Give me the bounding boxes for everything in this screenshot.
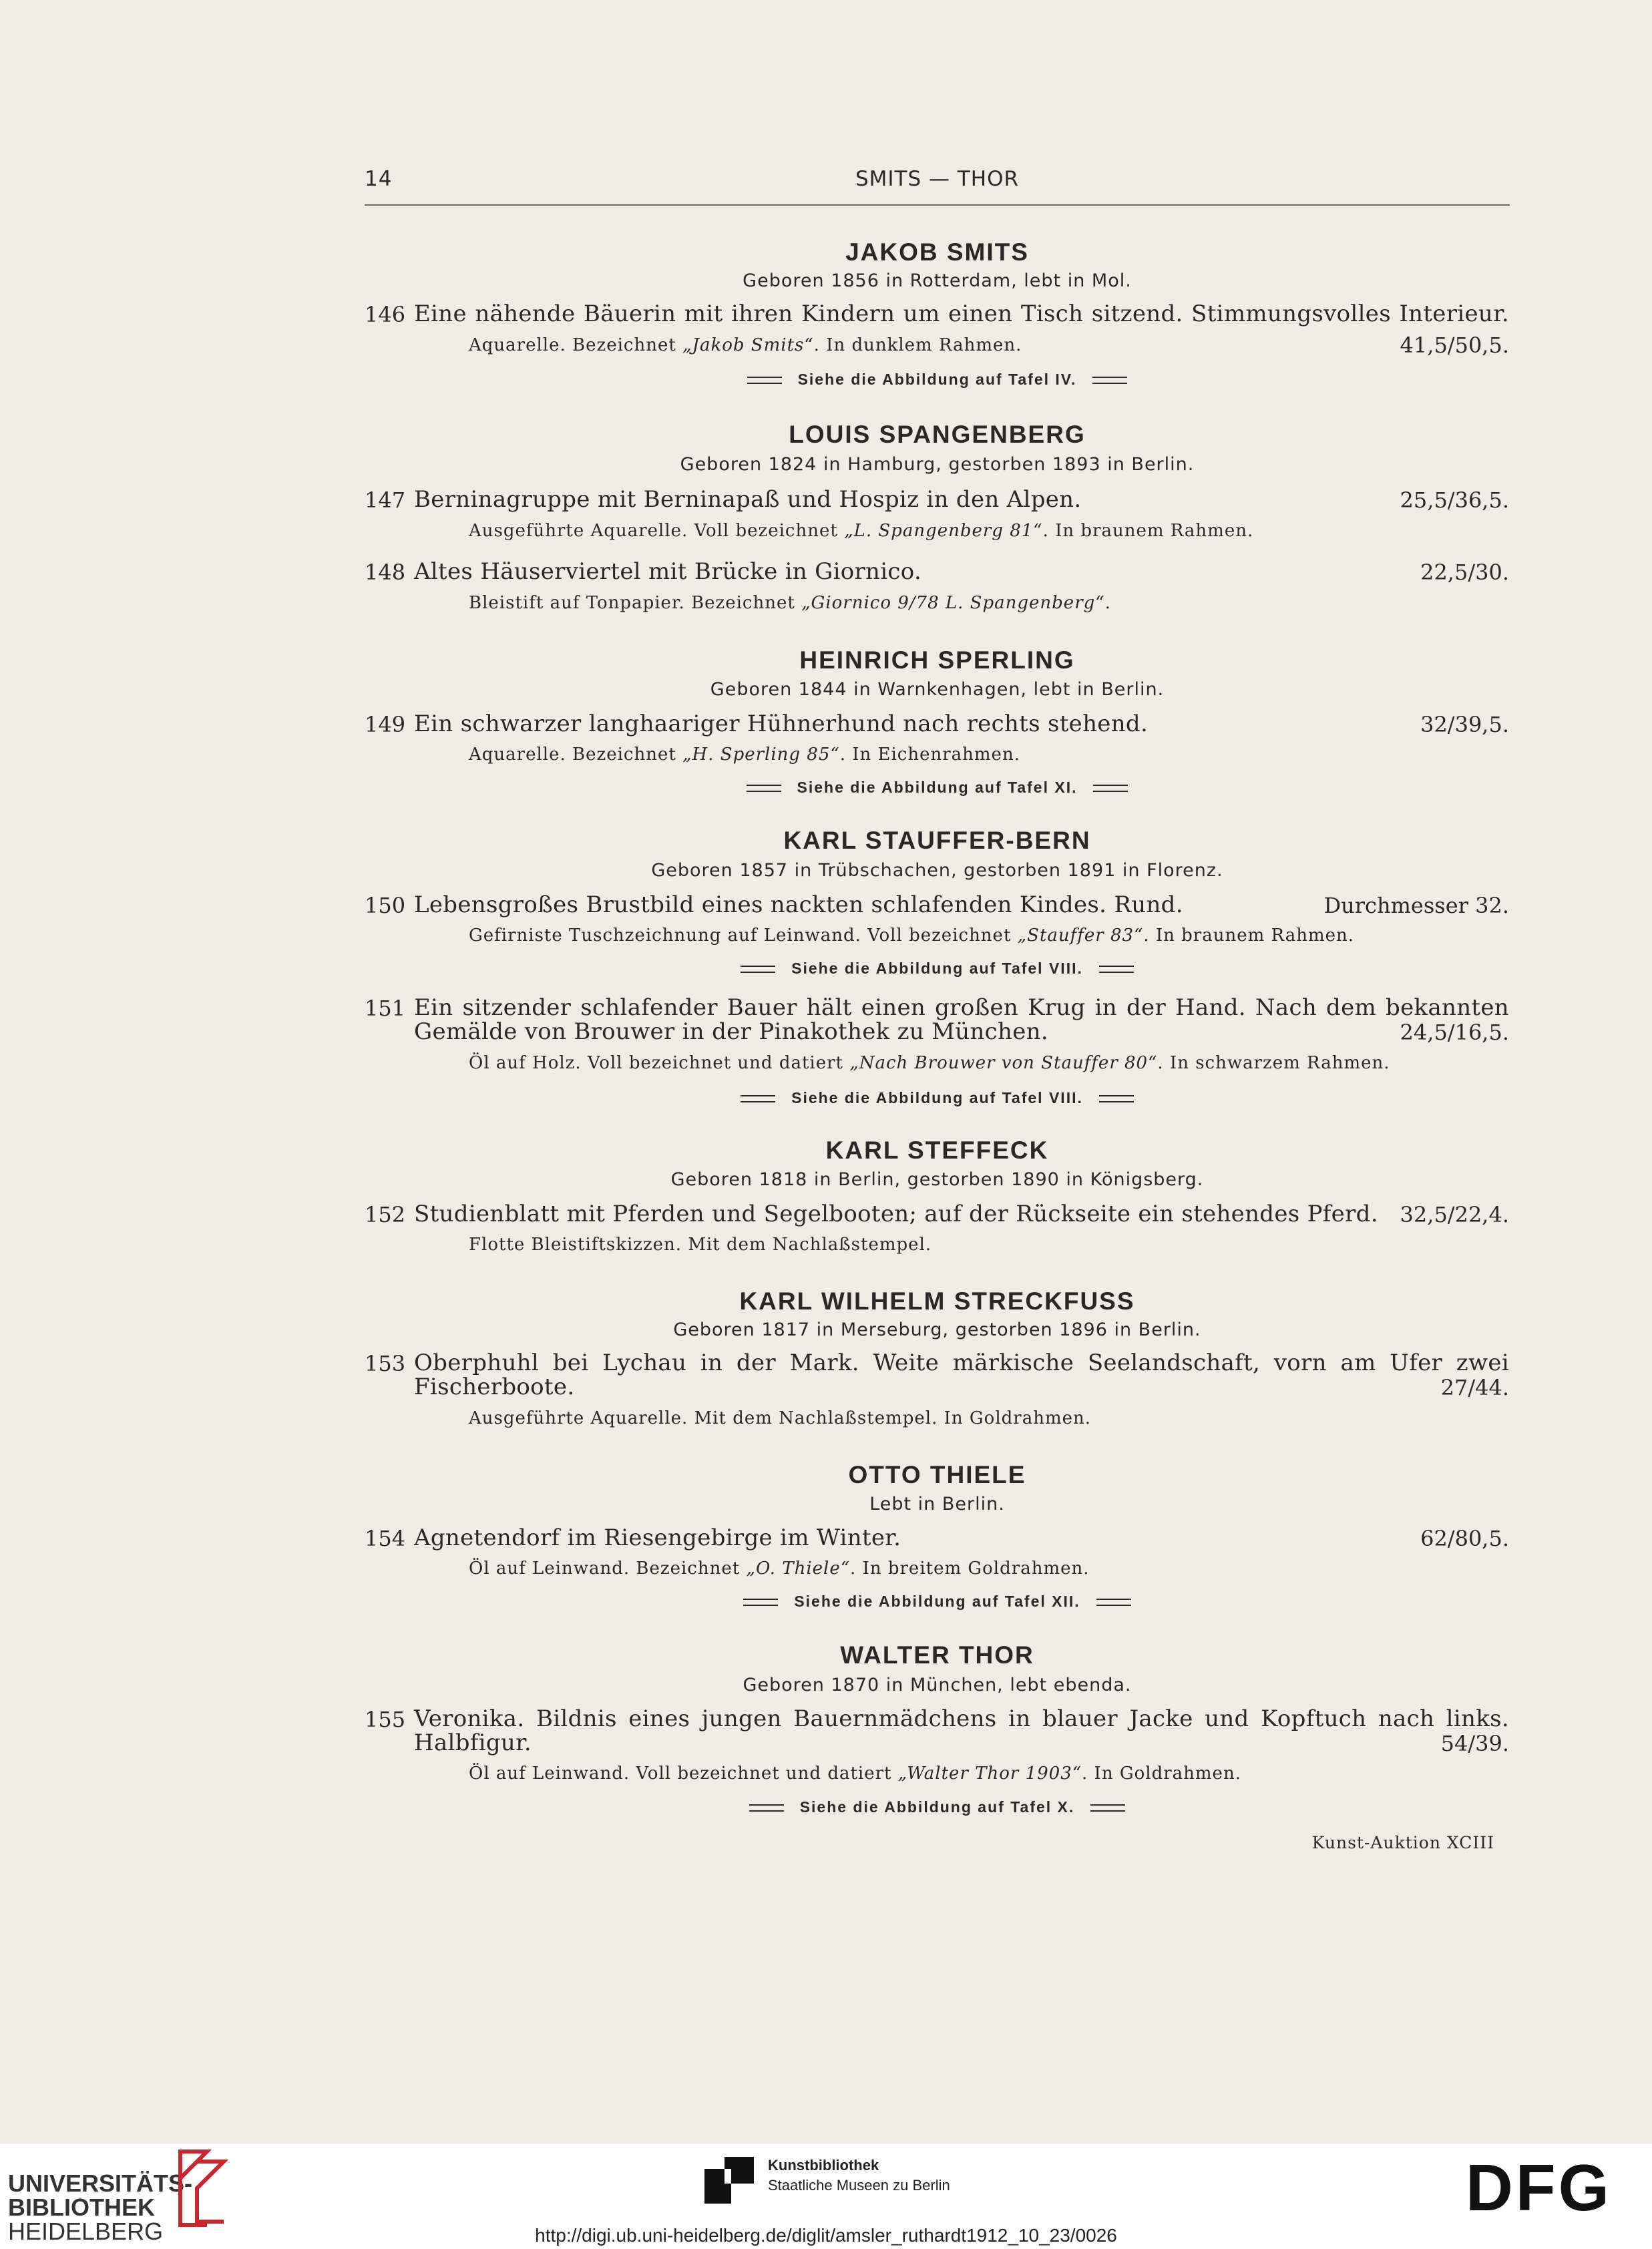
lot-title: Ein sitzender schlafender Bauer hält einen großen Krug in der Hand. Nach dem bekannten: [414, 994, 1509, 1021]
lot-number: 153: [365, 1351, 406, 1376]
lot-number: 151: [365, 996, 406, 1021]
kb-line-2: Staatliche Museen zu Berlin: [768, 2177, 950, 2194]
lot-description: Öl auf Holz. Voll bezeichnet und datiert „Nach Brouwer von Stauffer 80“. In schwarzem Rahmen.: [469, 1053, 1390, 1073]
lot-description: Bleistift auf Tonpapier. Bezeichnet „Giornico 9/78 L. Spangenberg“.: [469, 593, 1111, 613]
lot-title: Agnetendorf im Riesengebirge im Winter.: [414, 1524, 901, 1551]
lot-number: 146: [365, 302, 406, 327]
lot-number: 155: [365, 1707, 406, 1732]
university-logo-icon: [167, 2145, 234, 2232]
plate-reference: Siehe die Abbildung auf Tafel XI.: [365, 779, 1510, 797]
lot-dimensions: 41,5/50,5.: [1400, 333, 1509, 358]
lot-dimensions: 54/39.: [1440, 1731, 1509, 1756]
lot-dimensions: 25,5/36,5.: [1400, 487, 1509, 513]
artist-name: OTTO THIELE: [848, 1461, 1026, 1488]
lot-title: Berninagruppe mit Berninapaß und Hospiz in den Alpen.: [414, 486, 1082, 513]
lot-description: Ausgeführte Aquarelle. Voll bezeichnet „L. Spangenberg 81“. In braunem Rahmen.: [469, 521, 1254, 541]
lot-dimensions: 32/39,5.: [1420, 712, 1509, 737]
plate-reference: Siehe die Abbildung auf Tafel XII.: [365, 1593, 1510, 1611]
lot-dimensions: 22,5/30.: [1420, 560, 1509, 585]
dfg-logo: DFG: [1466, 2151, 1612, 2224]
kunstbibliothek-label: [768, 2156, 950, 2196]
artist-name: HEINRICH SPERLING: [799, 646, 1075, 674]
artist-bio: Geboren 1857 in Trübschachen, gestorben 1891 in Florenz.: [651, 860, 1223, 881]
lot-title: Ein schwarzer langhaariger Hühnerhund nach rechts stehend.: [414, 710, 1149, 737]
signature: „Giornico 9/78 L. Spangenberg“: [801, 593, 1105, 613]
artist-bio: Geboren 1844 in Warnkenhagen, lebt in Berlin.: [710, 679, 1165, 700]
uni-line-3: HEIDELBERG: [8, 2218, 164, 2245]
lot-description: Aquarelle. Bezeichnet „Jakob Smits“. In dunklem Rahmen.: [469, 335, 1022, 355]
artist-name: KARL WILHELM STRECKFUSS: [739, 1287, 1135, 1315]
signature: „Walter Thor 1903“: [897, 1764, 1082, 1784]
lot-description: Gefirniste Tuschzeichnung auf Leinwand. Voll bezeichnet „Stauffer 83“. In braunem Rahmen.: [469, 926, 1354, 946]
lot-title: Altes Häuserviertel mit Brücke in Giornico.: [414, 558, 922, 585]
artist-name: WALTER THOR: [840, 1641, 1034, 1669]
plate-reference: Siehe die Abbildung auf Tafel IV.: [365, 371, 1510, 389]
lot-description: Flotte Bleistiftskizzen. Mit dem Nachlaßstempel.: [469, 1235, 932, 1255]
lot-title: Lebensgroßes Brustbild eines nackten schlafenden Kindes. Rund.: [414, 891, 1183, 918]
kb-line-1: Kunstbibliothek: [768, 2157, 879, 2174]
artist-bio: Lebt in Berlin.: [869, 1494, 1005, 1514]
artist-name: KARL STAUFFER-BERN: [783, 827, 1091, 854]
lot-title: Studienblatt mit Pferden und Segelbooten; auf der Rückseite ein stehendes Pferd.: [414, 1201, 1378, 1227]
artist-name: LOUIS SPANGENBERG: [789, 421, 1086, 448]
header-rule: [365, 204, 1510, 206]
lot-description: Ausgeführte Aquarelle. Mit dem Nachlaßstempel. In Goldrahmen.: [469, 1408, 1091, 1428]
source-url-link[interactable]: http://digi.ub.uni-heidelberg.de/diglit/amsler_ruthardt1912_10_23/0026: [535, 2225, 1117, 2246]
lot-number: 154: [365, 1526, 406, 1551]
kunstbibliothek-logo-icon: [704, 2157, 754, 2204]
artist-bio: Geboren 1856 in Rotterdam, lebt in Mol.: [743, 270, 1132, 291]
lot-title-continued: Halbfigur.: [414, 1729, 532, 1756]
signature: „Stauffer 83“: [1017, 926, 1144, 946]
lot-number: 152: [365, 1202, 406, 1227]
lot-number: 149: [365, 712, 406, 737]
lot-dimensions: 32,5/22,4.: [1400, 1202, 1509, 1227]
running-title: SMITS — THOR: [855, 167, 1020, 191]
lot-description: Öl auf Leinwand. Voll bezeichnet und datiert „Walter Thor 1903“. In Goldrahmen.: [469, 1764, 1241, 1784]
auction-note: Kunst-Auktion XCIII: [1311, 1833, 1494, 1852]
artist-name: KARL STEFFECK: [825, 1137, 1049, 1164]
artist-bio: Geboren 1817 in Merseburg, gestorben 1896 in Berlin.: [673, 1319, 1201, 1340]
signature: „Jakob Smits“: [682, 335, 814, 355]
plate-reference: Siehe die Abbildung auf Tafel X.: [365, 1798, 1510, 1816]
artist-name: JAKOB SMITS: [845, 238, 1029, 266]
artist-bio: Geboren 1818 in Berlin, gestorben 1890 in Königsberg.: [670, 1169, 1204, 1190]
artist-bio: Geboren 1824 in Hamburg, gestorben 1893 in Berlin.: [680, 454, 1195, 475]
plate-reference: Siehe die Abbildung auf Tafel VIII.: [365, 960, 1510, 978]
lot-dimensions: 62/80,5.: [1420, 1526, 1509, 1551]
lot-number: 150: [365, 893, 406, 918]
page-number: 14: [365, 167, 393, 191]
lot-number: 148: [365, 560, 406, 585]
plate-reference: Siehe die Abbildung auf Tafel VIII.: [365, 1089, 1510, 1107]
lot-dimensions: 27/44.: [1440, 1375, 1509, 1400]
lot-title: Oberphuhl bei Lychau in der Mark. Weite märkische Seelandschaft, vorn am Ufer zwei: [414, 1350, 1509, 1376]
lot-description: Aquarelle. Bezeichnet „H. Sperling 85“. In Eichenrahmen.: [469, 745, 1020, 765]
lot-dimensions: Durchmesser 32.: [1323, 893, 1509, 918]
lot-title-continued: Gemälde von Brouwer in der Pinakothek zu München.: [414, 1018, 1048, 1045]
signature: „O. Thiele“: [746, 1559, 851, 1579]
lot-title: Eine nähende Bäuerin mit ihren Kindern um einen Tisch sitzend. Stimmungsvolles Interieur.: [414, 300, 1509, 327]
signature: „H. Sperling 85“: [682, 745, 840, 765]
lot-title: Veronika. Bildnis eines jungen Bauernmädchens in blauer Jacke und Kopftuch nach links.: [414, 1705, 1509, 1732]
lot-title-continued: Fischerboote.: [414, 1374, 575, 1400]
signature: „Nach Brouwer von Stauffer 80“: [849, 1053, 1158, 1073]
uni-line-1: UNIVERSITÄTS-: [8, 2170, 193, 2197]
uni-line-2: BIBLIOTHEK: [8, 2194, 155, 2221]
lot-number: 147: [365, 487, 406, 513]
lot-dimensions: 24,5/16,5.: [1400, 1020, 1509, 1045]
lot-description: Öl auf Leinwand. Bezeichnet „O. Thiele“. In breitem Goldrahmen.: [469, 1559, 1090, 1579]
artist-bio: Geboren 1870 in München, lebt ebenda.: [743, 1675, 1132, 1695]
signature: „L. Spangenberg 81“: [844, 521, 1043, 541]
